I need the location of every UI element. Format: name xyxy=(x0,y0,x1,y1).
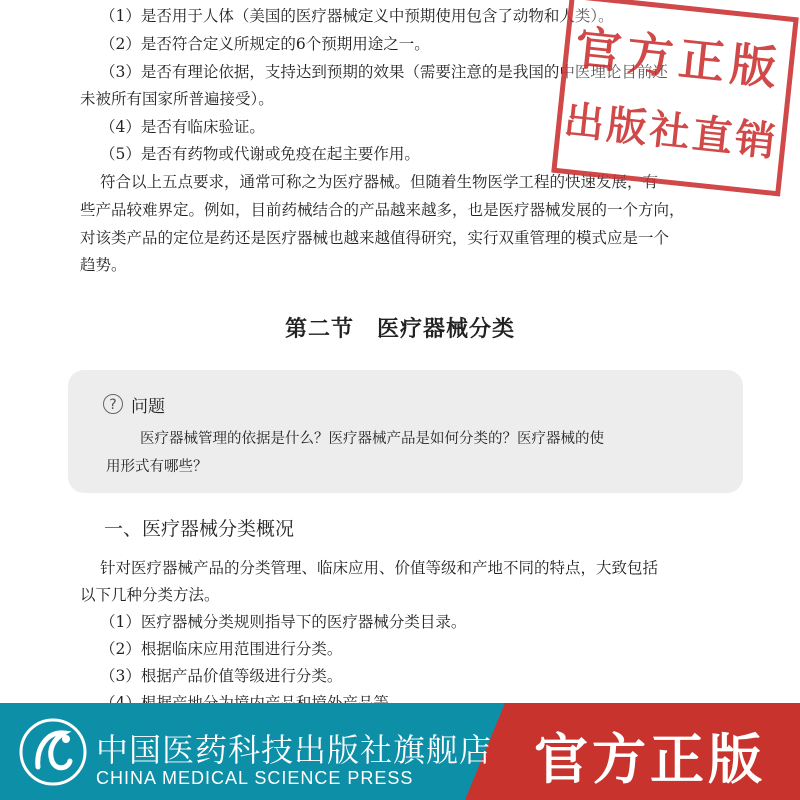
body-paragraph-line-1: 符合以上五点要求，通常可称之为医疗器械。但随着生物医学工程的快速发展，有 xyxy=(100,173,659,191)
criteria-item-3-cont: 未被所有国家所普遍接受）。 xyxy=(80,90,274,108)
criteria-item-1: （1）是否用于人体（美国的医疗器械定义中预期使用包含了动物和人类）。 xyxy=(100,7,614,25)
stamp-text-line-1: 官方正版 xyxy=(572,20,786,96)
publisher-name-en: CHINA MEDICAL SCIENCE PRESS xyxy=(96,768,414,788)
criteria-item-4: （4）是否有临床验证。 xyxy=(100,118,265,136)
footer-banner xyxy=(0,703,800,800)
question-mark-icon: ? xyxy=(103,394,123,414)
subsection-paragraph-line-2: 以下几种分类方法。 xyxy=(80,586,220,604)
method-item-3: （3）根据产品价值等级进行分类。 xyxy=(100,667,343,685)
body-paragraph-line-4: 趋势。 xyxy=(80,256,127,274)
criteria-item-5: （5）是否有药物或代谢或免疫在起主要作用。 xyxy=(100,145,420,163)
question-title: 问题 xyxy=(131,397,165,417)
publisher-name-cn: 中国医药科技出版社旗舰店 xyxy=(96,731,493,769)
subsection-paragraph-line-1: 针对医疗器械产品的分类管理、临床应用、价值等级和产地不同的特点，大致包括 xyxy=(100,559,659,577)
method-item-2: （2）根据临床应用范围进行分类。 xyxy=(100,640,343,658)
criteria-item-3: （3）是否有理论依据，支持达到预期的效果（需要注意的是我国的中医理论目前还 xyxy=(100,63,668,81)
body-paragraph-line-2: 些产品较难界定。例如，目前药械结合的产品越来越多，也是医疗器械发展的一个方向， xyxy=(80,201,685,219)
official-stamp xyxy=(551,0,799,197)
question-text-line-2: 用形式有哪些？ xyxy=(106,459,208,475)
method-item-1: （1）医疗器械分类规则指导下的医疗器械分类目录。 xyxy=(100,613,467,631)
stamp-text-line-2: 出版社直销 xyxy=(561,97,781,166)
question-text-line-1: 医疗器械管理的依据是什么？医疗器械产品是如何分类的？医疗器械的使 xyxy=(140,431,604,447)
body-paragraph-line-3: 对该类产品的定位是药还是医疗器械也越来越值得研究，实行双重管理的模式应是一个 xyxy=(80,229,670,247)
criteria-item-2: （2）是否符合定义所规定的6个预期用途之一。 xyxy=(100,35,430,53)
publisher-logo-icon xyxy=(18,717,88,787)
section-title: 第二节 医疗器械分类 xyxy=(284,317,515,342)
subsection-heading: 一、医疗器械分类概况 xyxy=(104,518,295,540)
official-label: 官方正版 xyxy=(534,728,766,791)
